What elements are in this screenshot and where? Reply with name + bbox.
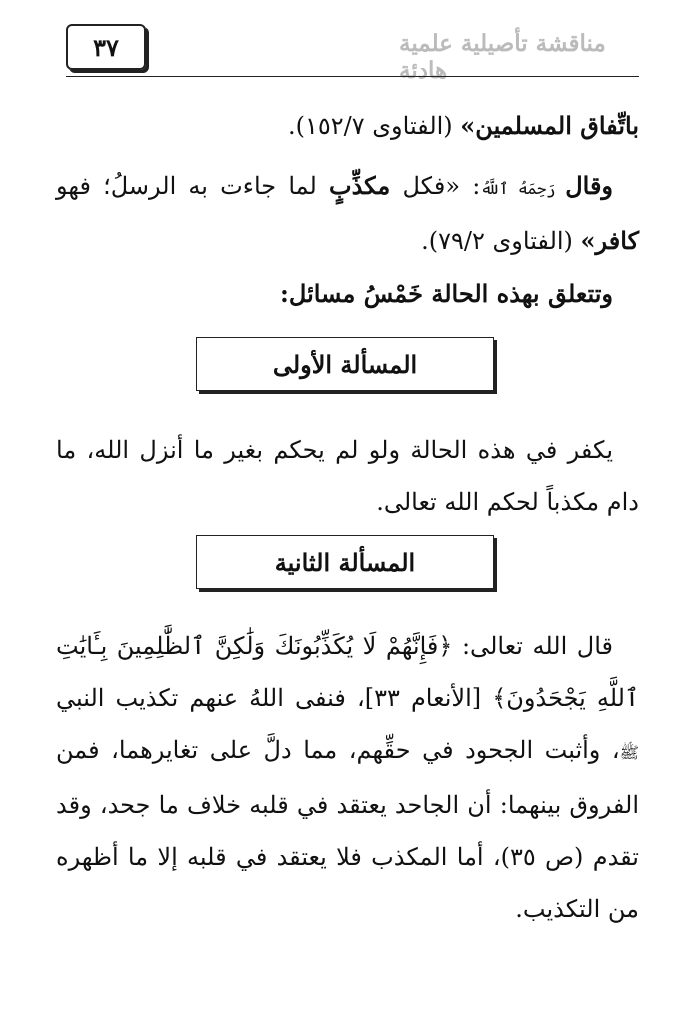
paragraph-3: وتتعلق بهذه الحالة خَمْسُ مسائل: xyxy=(280,279,613,308)
paragraph-2-mukadhdhib: مكذِّبٍ xyxy=(328,171,391,200)
quran-verse: ﴿فَإِنَّهُمْ لَا يُكَذِّبُونَكَ وَلَٰكِنَّ ٱلظَّٰلِمِينَ بِـَٔايَٰتِ ٱللَّهِ يَجْحَدُونَ﴾ xyxy=(56,632,640,712)
paragraph-5 xyxy=(56,620,639,935)
salutation-glyph: ﷺ xyxy=(619,743,639,762)
paragraph-2-citation: (الفتاوى ٧٩/٢). xyxy=(421,227,581,255)
paragraph-1 xyxy=(56,100,639,152)
paragraph-4: يكفر في هذه الحالة ولو لم يحكم بغير ما أنزل الله، ما دام مكذباً لحكم الله تعالى. xyxy=(56,436,639,516)
paragraph-2-kafir: كافر» xyxy=(580,226,639,255)
paragraph-1-citation: (الفتاوى ١٥٢/٧). xyxy=(287,112,461,140)
paragraph-2-text-a: : «فكل xyxy=(390,172,481,200)
running-title: مناقشة تأصيلية علمية هادئة xyxy=(399,30,606,84)
paragraph-5-reference: [الأنعام ٣٣]، فنفى اللهُ عنهم تكذيب النبي xyxy=(56,684,493,712)
header-divider xyxy=(66,76,639,77)
paragraph-2-said: وقال xyxy=(565,171,613,200)
paragraph-1-bold: باتِّفاق المسلمين» xyxy=(460,111,639,140)
page-number: ٣٧ xyxy=(66,24,146,70)
paragraph-2 xyxy=(56,160,639,267)
honorific: رَحِمَهُ ٱللَّهُ xyxy=(480,179,566,198)
section-heading-first: المسألة الأولى xyxy=(196,337,494,391)
paragraph-2-text-b: لما جاءت به الرسلُ؛ فهو xyxy=(56,172,329,200)
paragraph-5-lead: قال الله تعالى: xyxy=(452,632,613,660)
section-heading-second: المسألة الثانية xyxy=(196,535,494,589)
paragraph-5-rest: ، وأثبت الجحود في حقِّهم، مما دلَّ على تغايرهما، فمن الفروق بينهما: أن الجاحد يعتقد في قلبه خلاف ما جحد، وقد تقدم (ص ٣٥)، أما المكذب فلا يعتقد في قلبه إلا ما أظهره من التكذيب. xyxy=(56,736,639,923)
